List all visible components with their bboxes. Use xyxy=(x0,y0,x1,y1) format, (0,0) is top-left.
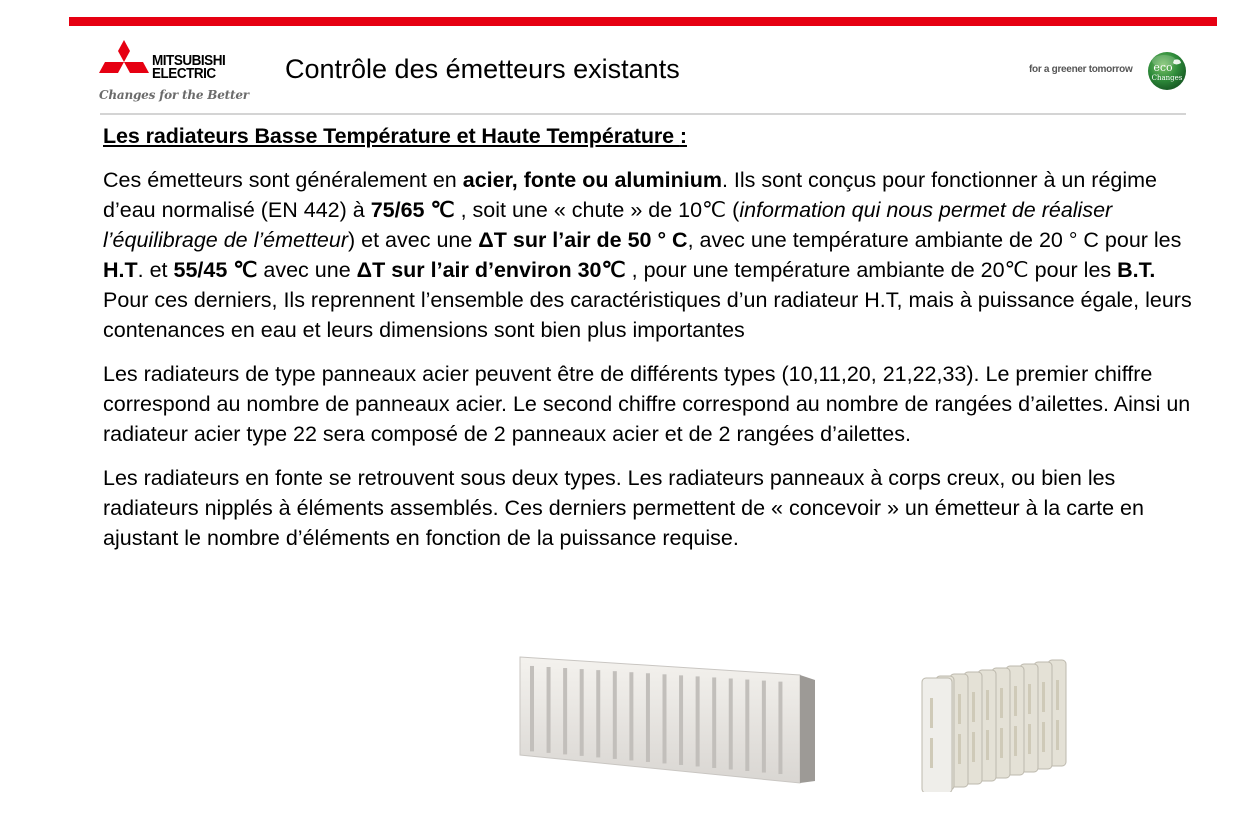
bold-bt-regime: 55/45 ℃ xyxy=(173,258,258,282)
section-heading xyxy=(103,121,1193,151)
panel-fin xyxy=(778,682,782,774)
panel-fin xyxy=(745,680,749,771)
brand-name-line1: MITSUBISHI xyxy=(152,53,226,69)
panel-fin xyxy=(530,666,534,751)
section-heading-text: Les radiateurs Basse Température et Haute Température xyxy=(103,124,680,148)
document-body xyxy=(103,121,1193,567)
paragraph-steel-panel-types: Les radiateurs de type panneaux acier peuvent être de différents types (10,11,20, 21,22,33). Le premier chiffre correspond au nombre de panneaux acier. Le second chiffre correspond au nombre de rangées d’ailettes. Ainsi un radiateur acier type 22 sera composé de 2 panneaux acier et de 2 rangées d’ailettes. xyxy=(103,362,1191,446)
header-divider xyxy=(100,113,1186,115)
paragraph-temperature-regimes xyxy=(103,165,1193,345)
bold-delta-t-ht: ΔT sur l’air de 50 ° C xyxy=(478,228,688,252)
bold-materials: acier, fonte ou aluminium xyxy=(462,168,722,192)
paragraph-cast-iron-types: Les radiateurs en fonte se retrouvent sous deux types. Les radiateurs panneaux à corps creux, ou bien les radiateurs nipplés à éléments assemblés. Ces derniers permettent de « concevoir » un émetteur à la carte en ajustant le nombre d’éléments en fonction de la puissance requise. xyxy=(103,466,1144,550)
panel-fin xyxy=(712,677,716,768)
panel-fin xyxy=(563,668,567,754)
text-run: Ces émetteurs sont généralement en xyxy=(103,168,463,192)
bold-ht-regime: 75/65 ℃ xyxy=(370,198,455,222)
bold-bt: B.T. xyxy=(1117,258,1156,282)
cast-iron-sections xyxy=(922,660,1066,792)
steel-panel-radiator-image xyxy=(515,655,820,785)
panel-fin xyxy=(596,670,600,757)
italic-note: information qui nous permet de réaliser l’équilibrage de l’émetteur xyxy=(103,198,1113,252)
bold-ht: H.T xyxy=(103,258,138,282)
mitsubishi-logo xyxy=(99,40,251,106)
text-run: avec une xyxy=(257,258,357,282)
panel-fin xyxy=(580,669,584,756)
text-run: ) et avec une xyxy=(348,228,479,252)
panel-fin xyxy=(646,673,650,762)
panel-fin xyxy=(696,676,700,766)
brand-name-line2: ELECTRIC xyxy=(152,66,216,82)
panel-fin xyxy=(613,671,617,759)
header-accent-bar xyxy=(69,17,1217,26)
text-run: . Ils sont conçus pour fonctionner à un régime d’eau normalisé (EN 442) à xyxy=(103,168,1158,222)
panel-fin xyxy=(729,679,733,770)
eco-badge-bottom-text: Changes xyxy=(1151,74,1183,82)
eco-changes-badge-icon xyxy=(1147,51,1187,91)
text-run: . et xyxy=(137,258,174,282)
bold-delta-t-bt: ΔT sur l’air d’environ 30℃ xyxy=(356,258,626,282)
cast-iron-element xyxy=(922,678,952,792)
eco-slogan: for a greener tomorrow xyxy=(1029,64,1133,75)
text-run: Pour ces derniers, Ils reprennent l’ensemble des caractéristiques d’un radiateur H.T, mais à puissance égale, leurs contenances en eau et leurs dimensions sont bien plus importantes xyxy=(103,288,1192,342)
brand-tagline: Changes for the Better xyxy=(99,88,249,102)
panel-fin xyxy=(679,675,683,765)
panel-fin xyxy=(762,681,766,773)
text-run: , avec une température ambiante de 20 ° C pour les xyxy=(687,228,1182,252)
page-title: Contrôle des émetteurs existants xyxy=(285,54,680,84)
panel-fin xyxy=(663,674,667,763)
cast-iron-radiator-image xyxy=(912,656,1082,792)
panel-fin xyxy=(629,672,633,760)
section-heading-colon: : xyxy=(679,124,687,148)
eco-badge-top-text: eco xyxy=(1153,61,1173,74)
text-run: , pour une température ambiante de 20℃ pour les xyxy=(625,258,1118,282)
text-run: , soit une « chute » de 10℃ ( xyxy=(454,198,740,222)
three-diamonds-icon xyxy=(99,40,149,82)
panel-fin xyxy=(547,667,551,753)
